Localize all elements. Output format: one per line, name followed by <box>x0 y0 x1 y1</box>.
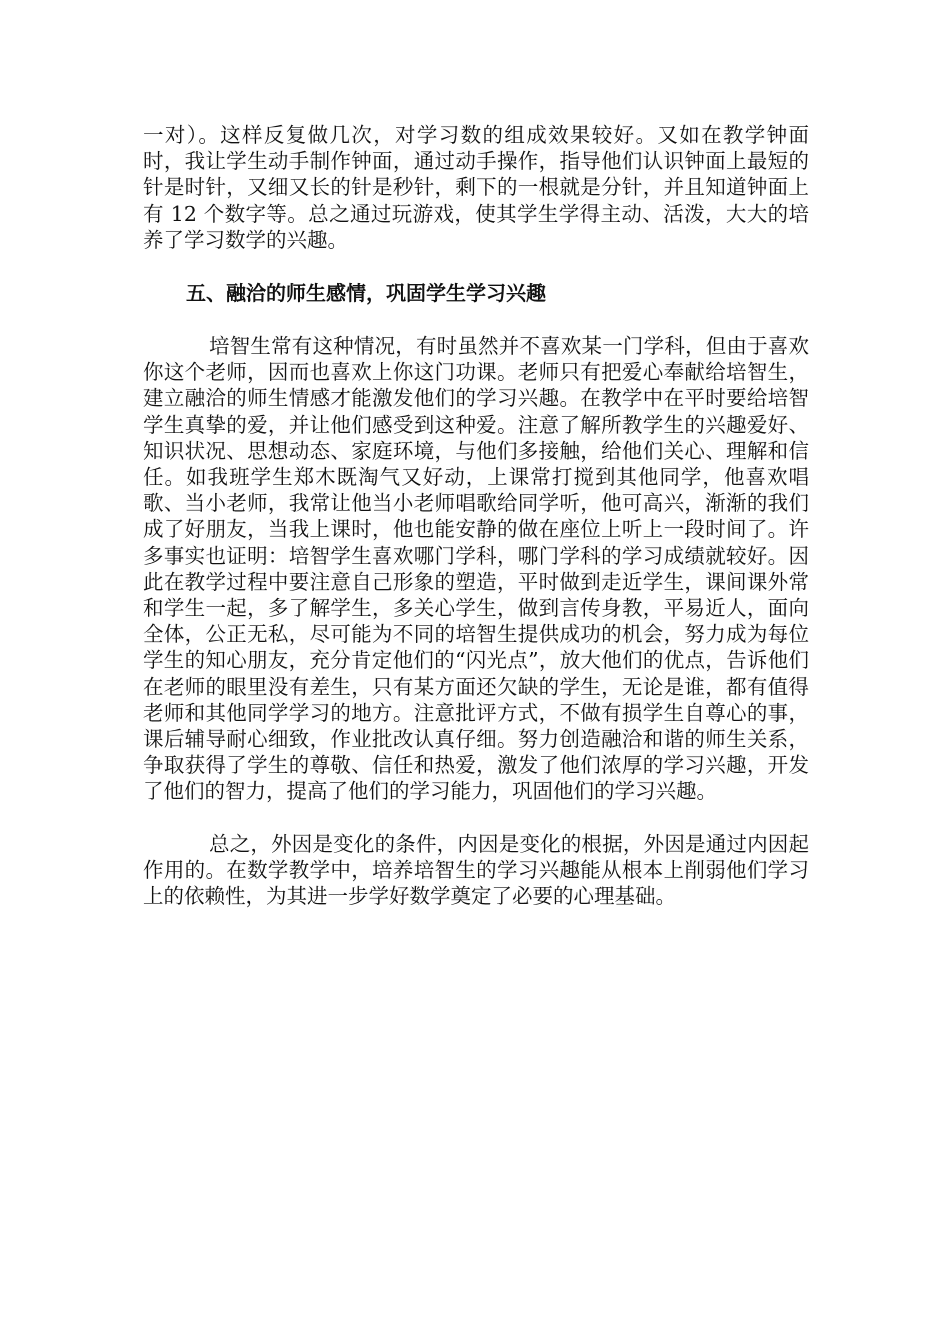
document-body <box>143 122 809 909</box>
paragraph-continued: 一对）。这样反复做几次，对学习数的组成效果较好。又如在教学钟面时，我让学生动手制作钟面，通过动手操作，指导他们认识钟面上最短的针是时针，又细又长的针是秒针，剩下的一根就是分针，并且知道钟面上有 12 个数字等。总之通过玩游戏，使其学生学得主动、活泼，大大的培养了学习数学的兴趣。 <box>143 123 809 252</box>
paragraph-conclusion: 总之，外因是变化的条件，内因是变化的根据，外因是通过内因起作用的。在数学教学中，培养培智生的学习兴趣能从根本上削弱他们学习上的依赖性，为其进一步学好数学奠定了必要的心理基础。 <box>143 831 809 909</box>
paragraph-teacher-student-relationship: 培智生常有这种情况，有时虽然并不喜欢某一门学科，但由于喜欢你这个老师，因而也喜欢上你这门功课。老师只有把爱心奉献给培智生，建立融洽的师生情感才能激发他们的学习兴趣。在教学中在平时要给培智学生真挚的爱，并让他们感受到这种爱。注意了解所教学生的兴趣爱好、知识状况、思想动态、家庭环境，与他们多接触，给他们关心、理解和信任。如我班学生郑木既淘气又好动，上课常打搅到其他同学，他喜欢唱歌、当小老师，我常让他当小老师唱歌给同学听，他可高兴，渐渐的我们成了好朋友，当我上课时，他也能安静的做在座位上听上一段时间了。许多事实也证明：培智学生喜欢哪门学科，哪门学科的学习成绩就较好。因此在教学过程中要注意自己形象的塑造，平时做到走近学生，课间课外常和学生一起，多了解学生，多关心学生，做到言传身教，平易近人，面向全体，公正无私，尽可能为不同的培智生提供成功的机会，努力成为每位学生的知心朋友，充分肯定他们的“闪光点”，放大他们的优点，告诉他们在老师的眼里没有差生，只有某方面还欠缺的学生，无论是谁，都有值得老师和其他同学学习的地方。注意批评方式，不做有损学生自尊心的事，课后辅导耐心细致，作业批改认真仔细。努力创造融洽和谐的师生关系，争取获得了学生的尊敬、信任和热爱，激发了他们浓厚的学习兴趣，开发了他们的智力，提高了他们的学习能力，巩固他们的学习兴趣。 <box>143 334 809 804</box>
section-heading: 五、融洽的师生感情，巩固学生学习兴趣 <box>186 281 546 306</box>
